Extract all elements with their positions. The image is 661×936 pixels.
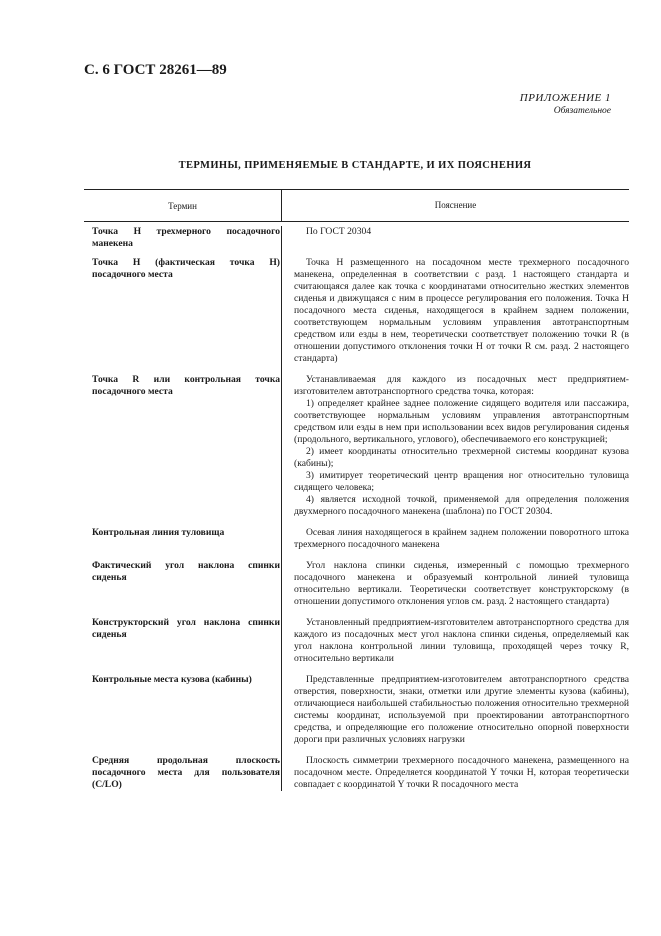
- explanation-paragraph: Представленные предприятием-изготовителем автотранспортного средства отверстия, поверхности, знаки, отметки или другие элементы кузова (кабины), отличающиеся наибольшей стабильностью положения относительно трехмерной системы координат, используемой при проектировании автотранспортного средства, и определяющие его положение относительно опорной поверхности дороги при различных условиях нагрузки: [294, 674, 629, 745]
- term-cell: Средняя продольная плоскость посадочного места для пользователя (C/LO): [92, 755, 280, 790]
- table-row: [84, 755, 629, 791]
- term-cell: Точка R или контрольная точка посадочного места: [92, 374, 280, 397]
- table-row: [84, 374, 629, 518]
- explanation-cell: [280, 755, 629, 791]
- explanation-cell: [280, 226, 629, 250]
- terms-table: [84, 189, 629, 791]
- column-header-explanation: Пояснение: [281, 190, 629, 221]
- term-cell: Контрольные места кузова (кабины): [92, 674, 252, 685]
- term-cell: Конструкторский угол наклона спинки сиденья: [92, 617, 280, 640]
- explanation-cell: [280, 257, 629, 365]
- explanation-paragraph: Плоскость симметрии трехмерного посадочного манекена, размещенного на посадочном месте. Определяется координатой Y точки H, которая теоретически совпадает с координатой Y точки R посадочного места: [294, 755, 629, 790]
- explanation-paragraph: Точка H размещенного на посадочном месте трехмерного посадочного манекена, определенная в соответствии с разд. 1 настоящего стандарта и считающаяся далее как точка с координатами относительно жестких элементов сиденья и движущаяся с ним в процессе регулирования его положения. Точка H посадочного места сиденья, находящегося в крайнем заднем положении, соответствующем нормальным условиям управления автотранспортным средством или езды в нем, теоретически соответствует положению точки R (в отношении допустимого отклонения точки H от точки R см. разд. 2 настоящего стандарта): [294, 257, 629, 364]
- explanation-cell: [280, 560, 629, 608]
- explanation-paragraph: Осевая линия находящегося в крайнем заднем положении поворотного штока трехмерного посадочного манекена: [294, 527, 629, 550]
- table-row: [84, 257, 629, 365]
- explanation-paragraph: 2) имеет координаты относительно трехмерной системы координат кузова (кабины);: [294, 446, 629, 469]
- column-header-term: Термин: [168, 200, 197, 211]
- table-row: [84, 560, 629, 608]
- table-row: [84, 226, 629, 250]
- appendix-status: Обязательное: [553, 106, 611, 116]
- appendix-label: [520, 92, 611, 116]
- term-cell: Точка H (фактическая точка H) посадочного места: [92, 257, 280, 280]
- explanation-paragraph: 3) имитирует теоретический центр вращения ног относительно туловища сидящего человека;: [294, 470, 629, 493]
- term-cell: Контрольная линия туловища: [92, 527, 225, 538]
- explanation-paragraph: Угол наклона спинки сиденья, измеренный с помощью трехмерного посадочного манекена и образуемый контрольной линией туловища относительно вертикали. Теоретически соответствует конструкторскому (в отношении допустимого отклонения углов см. разд. 2 настоящего стандарта): [294, 560, 629, 607]
- explanation-cell: [280, 674, 629, 746]
- page-header: С. 6 ГОСТ 28261—89: [84, 62, 227, 78]
- explanation-paragraph: 4) является исходной точкой, применяемой для определения положения двухмерного посадочного манекена (шаблона) по ГОСТ 20304.: [294, 494, 629, 517]
- term-cell: Точка H трехмерного посадочного манекена: [92, 226, 280, 249]
- explanation-cell: [280, 527, 629, 551]
- explanation-paragraph: Устанавливаемая для каждого из посадочных мест предприятием-изготовителем автотранспортного средства точка, которая:: [294, 374, 629, 397]
- table-row: [84, 674, 629, 746]
- explanation-paragraph: 1) определяет крайнее заднее положение сидящего водителя или пассажира, соответствующее нормальным условиям управления автотранспортным средством или езды в нем при использовании всех видов регулирования сиденья (продольного, вертикального, углового), обеспечиваемого его конструкцией;: [294, 398, 629, 445]
- explanation-paragraph: Установленный предприятием-изготовителем автотранспортного средства для каждого из посадочных мест угол наклона спинки сиденья, определяемый как угол наклона контрольной линии туловища, проходящей через точку R, относительно вертикали: [294, 617, 629, 664]
- explanation-paragraph: По ГОСТ 20304: [306, 226, 372, 237]
- table-body: [84, 226, 629, 791]
- document-title: ТЕРМИНЫ, ПРИМЕНЯЕМЫЕ В СТАНДАРТЕ, И ИХ ПОЯСНЕНИЯ: [178, 160, 532, 171]
- appendix-title: ПРИЛОЖЕНИЕ 1: [519, 92, 611, 104]
- table-row: [84, 617, 629, 665]
- term-cell: Фактический угол наклона спинки сиденья: [92, 560, 280, 583]
- column-divider: [281, 226, 282, 791]
- table-header: [84, 189, 629, 222]
- explanation-cell: [280, 374, 629, 518]
- explanation-cell: [280, 617, 629, 665]
- table-row: [84, 527, 629, 551]
